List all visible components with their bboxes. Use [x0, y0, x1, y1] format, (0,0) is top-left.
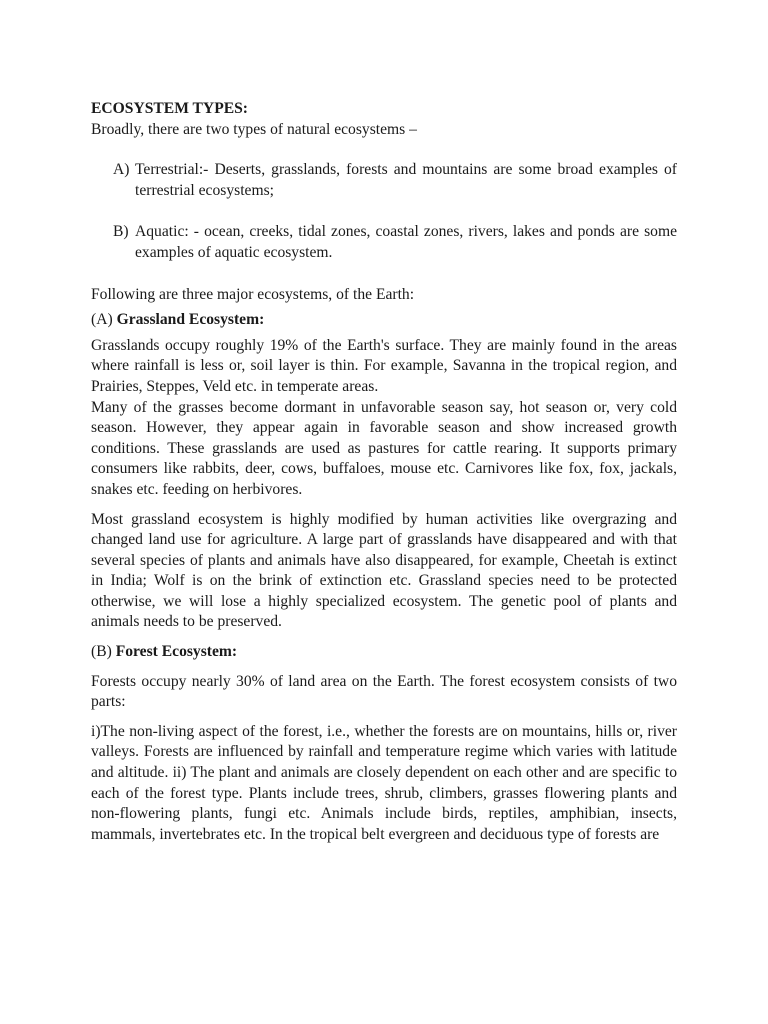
document-title: ECOSYSTEM TYPES:: [91, 100, 248, 117]
section-heading: Grassland Ecosystem:: [116, 311, 265, 329]
list-item: [91, 160, 677, 201]
grassland-paragraph-3: Most grassland ecosystem is highly modified by human activities like overgrazing and changed land use for agriculture. A large part of grasslands have disappeared and with that several species of plants and animals have also disappeared, for example, Cheetah is extinct in India; Wolf is on the brink of extinction etc. Grassland species need to be protected otherwise, we will lose a highly specialized ecosystem. The genetic pool of plants and animals needs to be preserved.: [91, 510, 677, 631]
section-prefix: (A): [91, 311, 113, 329]
forest-paragraph-1: Forests occupy nearly 30% of land area on the Earth. The forest ecosystem consists of two parts:: [91, 672, 677, 711]
section-heading: Forest Ecosystem:: [115, 643, 238, 661]
intro-text: Broadly, there are two types of natural ecosystems –: [91, 120, 417, 138]
list-marker: B): [113, 223, 129, 241]
ecosystem-types-list: [91, 160, 677, 263]
section-prefix: (B): [91, 643, 112, 661]
list-item: [91, 222, 677, 263]
list-marker: A): [113, 161, 130, 179]
grassland-heading: [91, 310, 677, 331]
list-item-text: Terrestrial:- Deserts, grasslands, forests and mountains are some broad examples of terrestrial ecosystems;: [135, 161, 677, 199]
following-text: Following are three major ecosystems, of the Earth:: [91, 285, 415, 303]
list-item-text: Aquatic: - ocean, creeks, tidal zones, coastal zones, rivers, lakes and ponds are some examples of aquatic ecosystem.: [135, 223, 677, 261]
forest-paragraph-2: i)The non-living aspect of the forest, i.e., whether the forests are on mountains, hills or, river valleys. Forests are influenced by rainfall and temperature regime which varies with latitude and altitude. ii) The plant and animals are closely dependent on each other and are specific to each of the forest type. Plants include trees, shrub, climbers, grasses flowering plants and non-flowering plants, fungi etc. Animals include birds, reptiles, amphibian, insects, mammals, invertebrates etc. In the tropical belt evergreen and deciduous type of forests are: [91, 722, 677, 843]
forest-heading: [91, 642, 677, 663]
grassland-paragraph-1: Grasslands occupy roughly 19% of the Earth's surface. They are mainly found in the areas where rainfall is less or, soil layer is thin. For example, Savanna in the tropical region, and Prairies, Steppes, Veld etc. in temperate areas.: [91, 336, 677, 395]
grassland-paragraph-2: Many of the grasses become dormant in unfavorable season say, hot season or, very cold season. However, they appear again in favorable season and show increased growth conditions. These grasslands are used as pastures for cattle rearing. It supports primary consumers like rabbits, deer, cows, buffaloes, mouse etc. Carnivores like fox, fox, jackals, snakes etc. feeding on herbivores.: [91, 398, 677, 498]
